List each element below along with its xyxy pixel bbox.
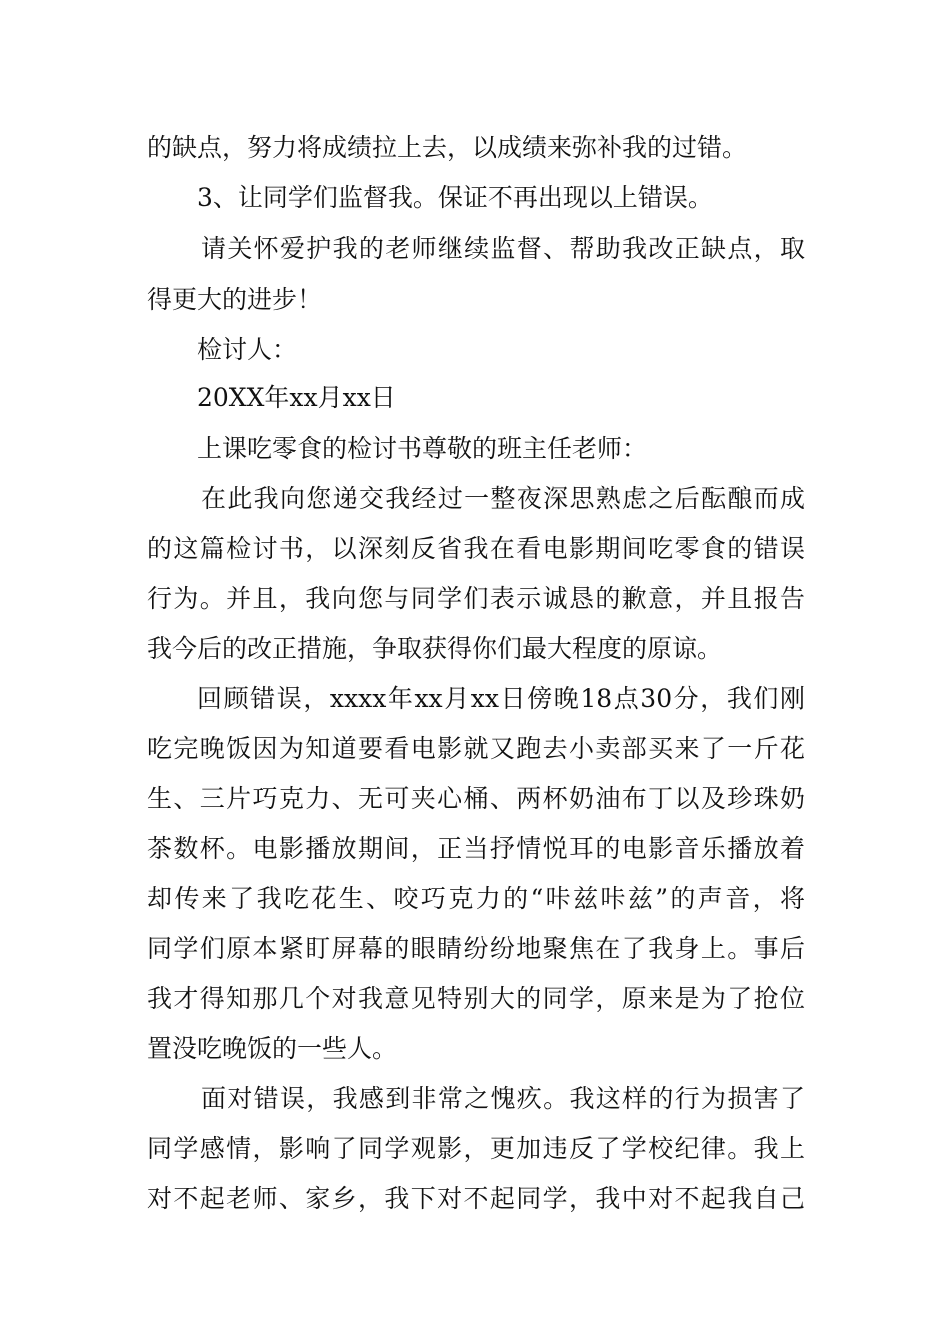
line-text: 对不起老师、家乡，我下对不起同学，我中对不起我自己 (147, 1184, 805, 1213)
line-text: 生、三片巧克力、无可夹心桶、两杯奶油布丁以及珍珠奶 (147, 784, 805, 813)
line-text: 同学感情，影响了同学观影，更加违反了学校纪律。我上 (147, 1134, 805, 1163)
line-text: 吃完晚饭因为知道要看电影就又跑去小卖部买来了一斤花 (147, 734, 805, 763)
line-text: 我才得知那几个对我意见特别大的同学，原来是为了抢位 (147, 984, 805, 1013)
line-text: 面对错误，我感到非常之愧疚。我这样的行为损害了 (201, 1084, 805, 1113)
line-text: 却传来了我吃花生、咬巧克力的“咔兹咔兹”的声音，将 (147, 884, 805, 913)
line-text: 的这篇检讨书，以深刻反省我在看电影期间吃零食的错误 (147, 534, 805, 563)
line-text: 上课吃零食的检讨书尊敬的班主任老师： (197, 434, 648, 463)
line-text: 回顾错误，xxxx年xx月xx日傍晚18点30分，我们刚 (197, 684, 805, 713)
line-text: 行为。并且，我向您与同学们表示诚恳的歉意，并且报告 (147, 584, 805, 613)
line-text: 检讨人： (197, 335, 298, 364)
line-text: 请关怀爱护我的老师继续监督、帮助我改正缺点，取 (201, 234, 805, 263)
line-text: 置没吃晚饭的一些人。 (147, 1034, 398, 1063)
line-text: 同学们原本紧盯屏幕的眼睛纷纷地聚焦在了我身上。事后 (147, 934, 805, 963)
line-text: 我今后的改正措施，争取获得你们最大程度的原谅。 (147, 634, 723, 663)
line-text: 得更大的进步！ (147, 285, 323, 314)
line-text: 的缺点，努力将成绩拉上去，以成绩来弥补我的过错。 (147, 133, 748, 162)
line-text: 茶数杯。电影播放期间，正当抒情悦耳的电影音乐播放着 (147, 834, 805, 863)
line-text: 在此我向您递交我经过一整夜深思熟虑之后酝酿而成 (201, 484, 805, 513)
line-text: 3、让同学们监督我。保证不再出现以上错误。 (197, 183, 713, 212)
line-text: 20XX年xx月xx日 (197, 383, 396, 412)
